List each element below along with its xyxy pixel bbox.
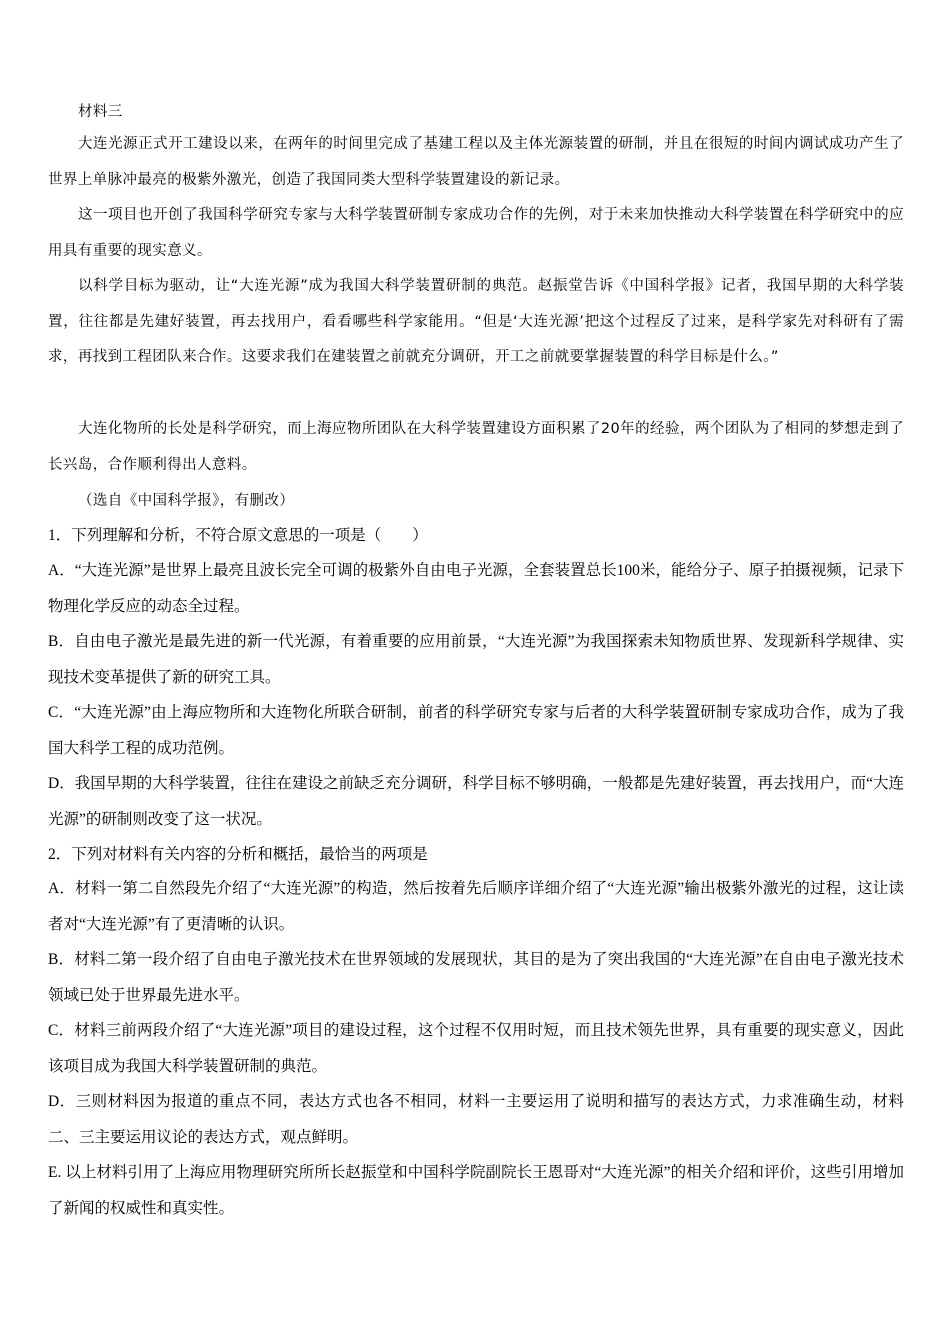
material-paragraph-2: 这一项目也开创了我国科学研究专家与大科学装置研制专家成功合作的先例，对于未来加快推动大科学装置在科学研究中的应用具有重要的现实意义。 [48,207,904,259]
material-heading: 材料三 [78,104,123,120]
question-2-stem: 2．下列对材料有关内容的分析和概括，最恰当的两项是 [48,846,428,863]
material-source: （选自《中国科学报》，有删改） [78,493,295,509]
question-1-option-d: D．我国早期的大科学装置，往往在建设之前缺乏充分调研，科学目标不够明确，一般都是先建好装置，再去找用户，而“大连光源”的研制则改变了这一状况。 [48,775,904,828]
material-paragraph-3: 以科学目标为驱动，让“大连光源”成为我国大科学装置研制的典范。赵振堂告诉《中国科学报》记者，我国早期的大科学装置，往往都是先建好装置，再去找用户，看看哪些科学家能用。“但是‘大连光源’把这个过程反了过来，是科学家先对科研有了需求，再找到工程团队来合作。这要求我们在建装置之前就充分调研，开工之前就要掌握装置的科学目标是什么。” [48,278,904,365]
question-2-option-e: E. 以上材料引用了上海应用物理研究所所长赵振堂和中国科学院副院长王恩哥对“大连光源”的相关介绍和评价，这些引用增加了新闻的权威性和真实性。 [48,1164,904,1217]
question-2-option-d: D．三则材料因为报道的重点不同，表达方式也各不相同，材料一主要运用了说明和描写的表达方式，力求准确生动，材料二、三主要运用议论的表达方式，观点鲜明。 [48,1093,904,1146]
material-paragraph-1: 大连光源正式开工建设以来，在两年的时间里完成了基建工程以及主体光源装置的研制，并且在很短的时间内调试成功产生了世界上单脉冲最亮的极紫外激光，创造了我国同类大型科学装置建设的新记录。 [48,136,904,188]
question-1-stem: 1．下列理解和分析，不符合原文意思的一项是（ ） [48,527,428,544]
question-2-option-c: C．材料三前两段介绍了“大连光源”项目的建设过程，这个过程不仅用时短，而且技术领先世界，具有重要的现实意义，因此该项目成为我国大科学装置研制的典范。 [48,1022,904,1075]
question-1-option-a: A．“大连光源”是世界上最亮且波长完全可调的极紫外自由电子光源，全套装置总长100米，能给分子、原子拍摄视频，记录下物理化学反应的动态全过程。 [48,562,904,615]
question-1-option-c: C．“大连光源”由上海应物所和大连物化所联合研制，前者的科学研究专家与后者的大科学装置研制专家成功合作，成为了我国大科学工程的成功范例。 [48,704,904,757]
question-1-option-b: B．自由电子激光是最先进的新一代光源，有着重要的应用前景，“大连光源”为我国探索未知物质世界、发现新科学规律、实现技术变革提供了新的研究工具。 [48,633,904,686]
material-paragraph-4: 大连化物所的长处是科学研究，而上海应物所团队在大科学装置建设方面积累了20年的经验，两个团队为了相同的梦想走到了长兴岛，合作顺利得出人意料。 [48,421,904,473]
question-2-option-b: B．材料二第一段介绍了自由电子激光技术在世界领域的发展现状，其目的是为了突出我国的“大连光源”在自由电子激光技术领域已处于世界最先进水平。 [48,951,904,1004]
question-2-option-a: A．材料一第二自然段先介绍了“大连光源”的构造，然后按着先后顺序详细介绍了“大连光源”输出极紫外激光的过程，这让读者对“大连光源”有了更清晰的认识。 [48,880,904,933]
